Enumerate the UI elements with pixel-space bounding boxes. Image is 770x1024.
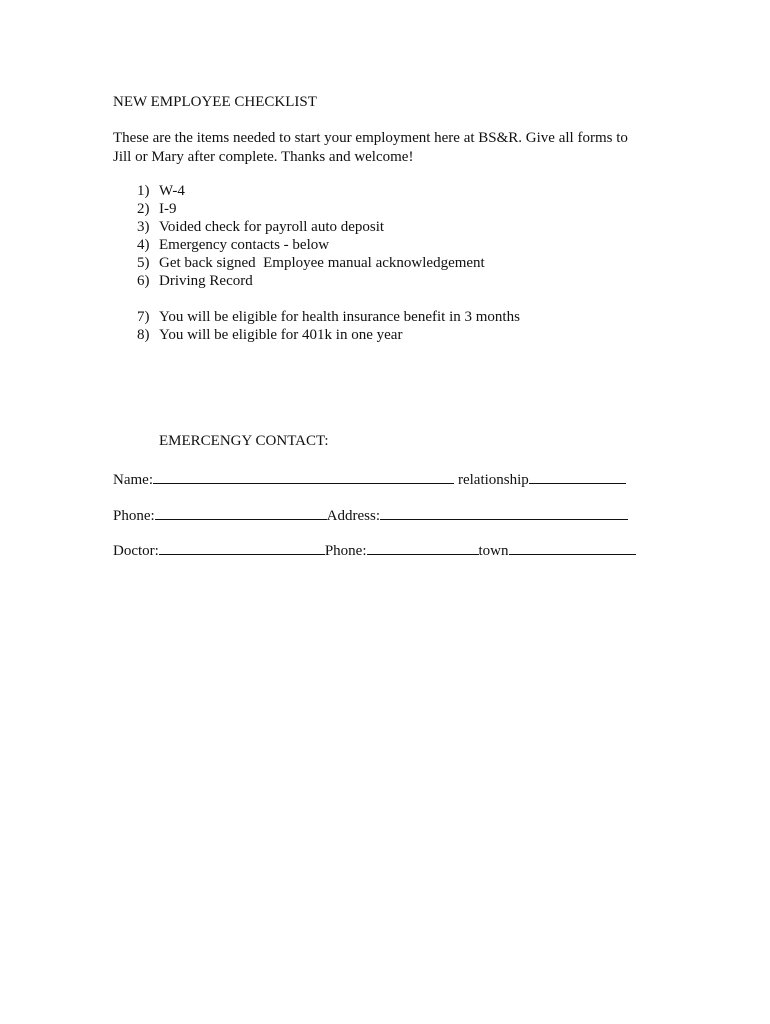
list-item-text: You will be eligible for health insurance benefit in 3 months — [159, 309, 520, 325]
address-label: Address: — [326, 508, 380, 524]
list-item — [113, 236, 485, 254]
list-item-text: You will be eligible for 401k in one year — [159, 327, 403, 343]
list-item-number: 8) — [137, 327, 150, 343]
list-item-number: 5) — [137, 255, 150, 271]
list-item-text: I-9 — [159, 201, 177, 217]
intro-line-1: These are the items needed to start your employment here at BS&R. Give all forms to — [113, 130, 628, 146]
list-item — [113, 308, 520, 326]
list-item — [113, 218, 485, 236]
town-label: town — [478, 543, 509, 559]
list-item — [113, 254, 485, 272]
list-item-text: Emergency contacts - below — [159, 237, 330, 253]
list-item-number: 6) — [137, 273, 150, 289]
address-field[interactable] — [380, 505, 628, 520]
relationship-label: relationship — [457, 472, 529, 488]
relationship-field[interactable] — [529, 469, 626, 484]
town-field[interactable] — [509, 540, 636, 555]
list-item-number: 2) — [137, 201, 150, 217]
list-item-text: Voided check for payroll auto deposit — [159, 219, 385, 235]
doctor-phone-label: Phone: — [324, 543, 367, 559]
intro-paragraph — [113, 129, 653, 167]
list-item-text: Get back signed Employee manual acknowledgement — [159, 255, 485, 271]
doctor-row — [113, 540, 636, 560]
emergency-contact-heading: EMERCENGY CONTACT: — [159, 433, 329, 449]
phone-field[interactable] — [155, 505, 327, 520]
list-item — [113, 182, 485, 200]
list-item-text: W-4 — [159, 183, 185, 199]
name-field[interactable] — [153, 469, 454, 484]
list-item-text: Driving Record — [159, 273, 253, 289]
phone-label: Phone: — [113, 508, 155, 524]
intro-line-2: Jill or Mary after complete. Thanks and welcome! — [113, 149, 414, 165]
list-item-number: 7) — [137, 309, 150, 325]
list-item — [113, 272, 485, 290]
name-row — [113, 469, 626, 489]
document-title: NEW EMPLOYEE CHECKLIST — [113, 94, 317, 110]
list-item — [113, 326, 520, 344]
name-label: Name: — [113, 472, 153, 488]
checklist — [113, 182, 485, 290]
list-item-number: 1) — [137, 183, 150, 199]
doctor-field[interactable] — [159, 540, 325, 555]
list-item — [113, 200, 485, 218]
list-item-number: 4) — [137, 237, 150, 253]
phone-address-row — [113, 505, 628, 525]
doctor-phone-field[interactable] — [367, 540, 479, 555]
list-item-number: 3) — [137, 219, 150, 235]
benefits-list — [113, 308, 520, 344]
doctor-label: Doctor: — [113, 543, 159, 559]
